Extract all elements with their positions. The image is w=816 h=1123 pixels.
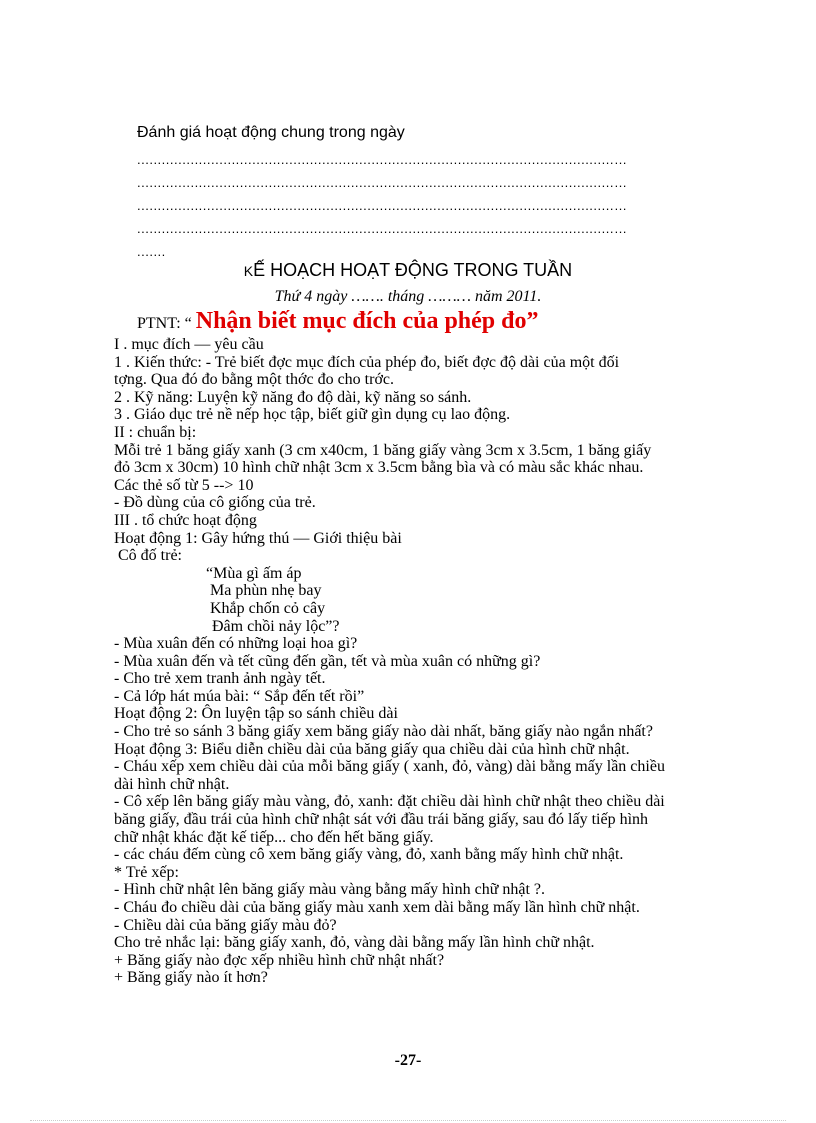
- text-line: Các thẻ số từ 5 --> 10: [114, 476, 254, 494]
- dotted-line: ....................................................................................................................…: [137, 152, 628, 167]
- text-line: Hoạt động 3: Biểu diễn chiều dài của băng giấy qua chiều dài của hình chữ nhật.: [114, 740, 630, 758]
- evaluation-title: Đánh giá hoạt động chung trong ngày: [137, 124, 405, 141]
- text-line: - Cả lớp hát múa bài: “ Sắp đến tết rồi”: [114, 687, 365, 705]
- poem-line: Đâm chồi nảy lộc”?: [212, 617, 340, 635]
- text-line: - Cô xếp lên băng giấy màu vàng, đỏ, xanh: đặt chiều dài hình chữ nhật theo chiều dài: [114, 793, 665, 811]
- text-line: - Mùa xuân đến có những loại hoa gì?: [114, 635, 358, 653]
- text-line: 2 . Kỹ năng: Luyện kỹ năng đo độ dài, kỹ năng so sánh.: [114, 388, 472, 406]
- lesson-body: [114, 336, 764, 987]
- text-line: - Mùa xuân đến và tết cũng đến gần, tết và mùa xuân có những gì?: [114, 652, 541, 670]
- text-line: đỏ 3cm x 30cm) 10 hình chữ nhật 3cm x 3.5cm bằng bìa và có màu sắc khác nhau.: [114, 459, 644, 477]
- section-heading: III . tổ chức hoạt động: [114, 511, 257, 529]
- plan-heading: [0, 260, 816, 281]
- plan-heading-initial: K: [243, 263, 254, 279]
- text-line: 1 . Kiến thức: - Trẻ biết đợc mục đích của phép đo, biết đợc độ dài của một đối: [114, 353, 620, 371]
- text-line: dài hình chữ nhật.: [114, 775, 230, 793]
- poem-line: Khắp chốn cỏ cây: [210, 599, 326, 617]
- text-line: - Cháu đo chiều dài của băng giấy màu xanh xem dài bằng mấy lần hình chữ nhật.: [114, 899, 640, 916]
- text-line: Mỗi trẻ 1 băng giấy xanh (3 cm x40cm, 1 băng giấy vàng 3cm x 3.5cm, 1 băng giấy: [114, 441, 652, 459]
- text-line: + Băng giấy nào đợc xếp nhiều hình chữ nhật nhất?: [114, 951, 445, 969]
- date-line: Thứ 4 ngày ……. tháng ……… năm 2011.: [274, 288, 542, 305]
- poem-line: “Mùa gì ấm áp: [206, 564, 302, 582]
- section-heading: II : chuẩn bị:: [114, 423, 197, 441]
- text-line: - Cho trẻ xem tranh ảnh ngày tết.: [114, 670, 326, 688]
- lesson-prefix: PTNT: “: [137, 315, 196, 332]
- section-heading: I . mục đích — yêu cầu: [114, 336, 264, 353]
- lesson-title: Nhận biết mục đích của phép đo”: [195, 308, 539, 334]
- dotted-line: .......: [137, 244, 166, 259]
- dotted-line: ....................................................................................................................…: [137, 221, 628, 236]
- page-number: -27-: [394, 1052, 422, 1069]
- lesson-title-line: [137, 308, 539, 335]
- text-line: - Đồ dùng của cô giống của trẻ.: [114, 494, 316, 512]
- plan-heading-text: Ế HOẠCH HOẠT ĐỘNG TRONG TUẦN: [253, 260, 573, 280]
- text-line: Hoạt động 1: Gây hứng thú — Giới thiệu bài: [114, 529, 402, 547]
- text-line: băng giấy, đầu trái của hình chữ nhật sát với đầu trái băng giấy, sau đó lấy tiếp hình: [114, 811, 649, 829]
- text-line: - các cháu đếm cùng cô xem băng giấy vàng, đỏ, xanh bằng mấy hình chữ nhật.: [114, 846, 624, 864]
- text-line: - Cho trẻ so sánh 3 băng giấy xem băng giấy nào dài nhất, băng giấy nào ngắn nhất?: [114, 723, 653, 741]
- text-line: * Trẻ xếp:: [114, 863, 179, 881]
- text-line: + Băng giấy nào ít hơn?: [114, 969, 268, 987]
- text-line: tợng. Qua đó đo bằng một thớc đo cho trớc.: [114, 371, 394, 389]
- dotted-line: ....................................................................................................................…: [137, 175, 628, 190]
- footer-divider: [30, 1120, 786, 1121]
- text-line: Hoạt động 2: Ôn luyện tập so sánh chiều dài: [114, 705, 398, 723]
- text-line: Cô đố trẻ:: [118, 547, 182, 565]
- text-line: - Hình chữ nhật lên băng giấy màu vàng bằng mấy hình chữ nhật ?.: [114, 881, 546, 899]
- text-line: - Chiều dài của băng giấy màu đỏ?: [114, 916, 337, 934]
- text-line: chữ nhật khác đặt kế tiếp... cho đến hết băng giấy.: [114, 828, 434, 846]
- text-line: 3 . Giáo dục trẻ nề nếp học tập, biết giữ gìn dụng cụ lao động.: [114, 406, 511, 424]
- dotted-line: ....................................................................................................................…: [137, 198, 628, 213]
- text-line: Cho trẻ nhắc lại: băng giấy xanh, đỏ, vàng dài bằng mấy lần hình chữ nhật.: [114, 934, 595, 952]
- text-line: - Cháu xếp xem chiều dài của mỗi băng giấy ( xanh, đỏ, vàng) dài bằng mấy lần chiều: [114, 758, 665, 776]
- poem-line: Ma phùn nhẹ bay: [210, 582, 322, 600]
